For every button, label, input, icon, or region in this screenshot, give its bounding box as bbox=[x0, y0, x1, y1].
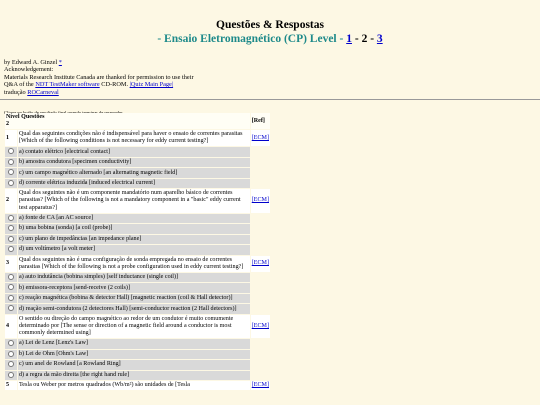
qa-suffix: CD-ROM. bbox=[101, 81, 129, 89]
ref-link[interactable]: [ECM] bbox=[251, 134, 269, 141]
option-label: d) reação semi-condutora (2 detectores Hall) [semi-conductor reaction (2 Hall detectors)] bbox=[18, 304, 250, 314]
ref-link[interactable]: [ECM] bbox=[251, 260, 269, 267]
question-row-1 bbox=[5, 130, 270, 146]
radio-button[interactable] bbox=[8, 295, 14, 301]
option-label: a) fonte de CA [an AC source] bbox=[18, 214, 250, 224]
answer-option[interactable] bbox=[5, 158, 270, 168]
quiz-main-page-link[interactable]: |Quiz Main Page| bbox=[129, 81, 174, 89]
testmaker-link[interactable]: NDT TestMaker software bbox=[35, 81, 100, 89]
answer-option[interactable] bbox=[5, 283, 270, 293]
questions-table bbox=[4, 112, 271, 391]
answer-option[interactable] bbox=[5, 224, 270, 234]
question-row-2 bbox=[5, 189, 270, 212]
qa-prefix: Q&A of the bbox=[4, 81, 34, 89]
question-text: Qual das seguintes condições não é indispensável para haver o ensaio de correntes parasitas [Which of the following conditions is not necessary for eddy current testing?] bbox=[18, 130, 250, 146]
answer-option[interactable] bbox=[5, 214, 270, 224]
option-label: c) um plano de impedâncias [an impedance plane] bbox=[18, 235, 250, 245]
radio-button[interactable] bbox=[8, 169, 14, 175]
option-label: b) Lei de Ohm [Ohm's Law] bbox=[18, 350, 250, 360]
page-separator: - bbox=[354, 33, 359, 45]
page-title: Questões & Respostas bbox=[216, 19, 324, 31]
option-label: b) amostra condutora [specimen conductivity] bbox=[18, 158, 250, 168]
radio-button[interactable] bbox=[8, 180, 14, 186]
answer-option[interactable] bbox=[5, 360, 270, 370]
radio-button[interactable] bbox=[8, 148, 14, 154]
translator-link[interactable]: ROCarneval bbox=[27, 88, 59, 96]
option-label: b) emissora-receptora [send-receive (2 coils)] bbox=[18, 283, 250, 293]
page-separator: - bbox=[370, 33, 375, 45]
option-label: c) um campo magnético alternado [an alternating magnetic field] bbox=[18, 168, 250, 178]
question-row-3 bbox=[5, 256, 270, 272]
radio-button[interactable] bbox=[8, 284, 14, 290]
question-row-4 bbox=[5, 315, 270, 338]
option-label: a) contato elétrico [electrical contact] bbox=[18, 147, 250, 157]
question-number: 2 bbox=[5, 189, 17, 212]
answer-option[interactable] bbox=[5, 147, 270, 157]
radio-button[interactable] bbox=[8, 351, 14, 357]
radio-button[interactable] bbox=[8, 215, 14, 221]
ack-line: Materials Research Institute Canada are thanked for permission to use their bbox=[4, 73, 194, 81]
page-header bbox=[0, 0, 540, 46]
option-label: d) corrente elétrica induzida [induced electrical current] bbox=[18, 179, 250, 189]
question-text: Qual dos seguintes não é uma configuração de sonda empregada no ensaio de correntes parasitas [Which of the following is not a probe configuration used in eddy current testing?] bbox=[18, 256, 250, 272]
question-text: Qual dos seguintes não é um componente mandatório num aparelho básico de correntes parasitas? [Which of the following is not a mandatory component in a "basic" eddy current test apparatus?] bbox=[18, 189, 250, 212]
radio-button[interactable] bbox=[8, 225, 14, 231]
question-text: Tesla ou Weber por metros quadrados (Wb/m²) são unidades de [Tesla bbox=[18, 381, 250, 390]
radio-button[interactable] bbox=[8, 274, 14, 280]
page-link-1[interactable]: 1 bbox=[346, 33, 352, 45]
question-row-5 bbox=[5, 381, 270, 390]
ref-link[interactable]: [ECM] bbox=[251, 322, 269, 329]
question-number: 1 bbox=[5, 130, 17, 146]
answer-option[interactable] bbox=[5, 235, 270, 245]
answer-option[interactable] bbox=[5, 168, 270, 178]
author-text: by Edward A. Ginzel bbox=[4, 59, 58, 66]
option-label: c) reação magnética (bobina & detector Hall) [magnetic reaction (coil & Hall detector)] bbox=[18, 294, 250, 304]
author-link[interactable]: * bbox=[58, 59, 62, 66]
option-label: d) um voltímetro [a volt meter] bbox=[18, 245, 250, 255]
level-header bbox=[5, 113, 250, 129]
option-label: d) a regra da mão direita [the right hand rule] bbox=[18, 371, 250, 381]
question-number: 3 bbox=[5, 256, 17, 272]
radio-button[interactable] bbox=[8, 361, 14, 367]
option-label: a) Lei de Lenz [Lenz's Law] bbox=[18, 339, 250, 349]
radio-button[interactable] bbox=[8, 246, 14, 252]
answer-option[interactable] bbox=[5, 339, 270, 349]
questions-label: Questões bbox=[21, 114, 45, 120]
table-header-row bbox=[5, 113, 270, 129]
question-number: 5 bbox=[5, 381, 17, 390]
ref-header: [Ref] bbox=[251, 113, 270, 129]
radio-button[interactable] bbox=[8, 372, 14, 378]
option-label: b) uma bobina (sonda) [a coil (probe)] bbox=[18, 224, 250, 234]
answer-option[interactable] bbox=[5, 304, 270, 314]
credits-block bbox=[0, 46, 540, 96]
answer-option[interactable] bbox=[5, 350, 270, 360]
level-label: Nível bbox=[6, 114, 20, 120]
ack-title: Acknowledgement: bbox=[4, 66, 54, 74]
current-page-2: 2 bbox=[361, 33, 368, 45]
page-link-3[interactable]: 3 bbox=[376, 33, 383, 45]
radio-button[interactable] bbox=[8, 305, 14, 311]
page-subtitle bbox=[0, 32, 540, 46]
ref-link[interactable]: [ECM] bbox=[251, 382, 269, 389]
radio-button[interactable] bbox=[8, 159, 14, 165]
translation-prefix: tradução bbox=[4, 88, 26, 96]
answer-option[interactable] bbox=[5, 273, 270, 283]
answer-option[interactable] bbox=[5, 245, 270, 255]
level-number: 2 bbox=[6, 121, 10, 128]
answer-option[interactable] bbox=[5, 179, 270, 189]
subtitle-text: - Ensaio Eletromagnético (CP) Level - bbox=[157, 33, 344, 45]
radio-button[interactable] bbox=[8, 340, 14, 346]
answer-option[interactable] bbox=[5, 371, 270, 381]
option-label: c) um anel de Rowland [a Rowland Ring] bbox=[18, 360, 250, 370]
option-label: a) auto indutância (bobina simples) [self inductance (single coil)] bbox=[18, 273, 250, 283]
radio-button[interactable] bbox=[8, 236, 14, 242]
ref-link[interactable]: [ECM] bbox=[251, 197, 269, 204]
answer-option[interactable] bbox=[5, 294, 270, 304]
question-text: O sentido ou direção do campo magnético ao redor de um condutor é muito comumente determinado por [The sense or direction of a magnetic field around a conductor is most commonly determined using] bbox=[18, 315, 250, 338]
question-number: 4 bbox=[5, 315, 17, 338]
